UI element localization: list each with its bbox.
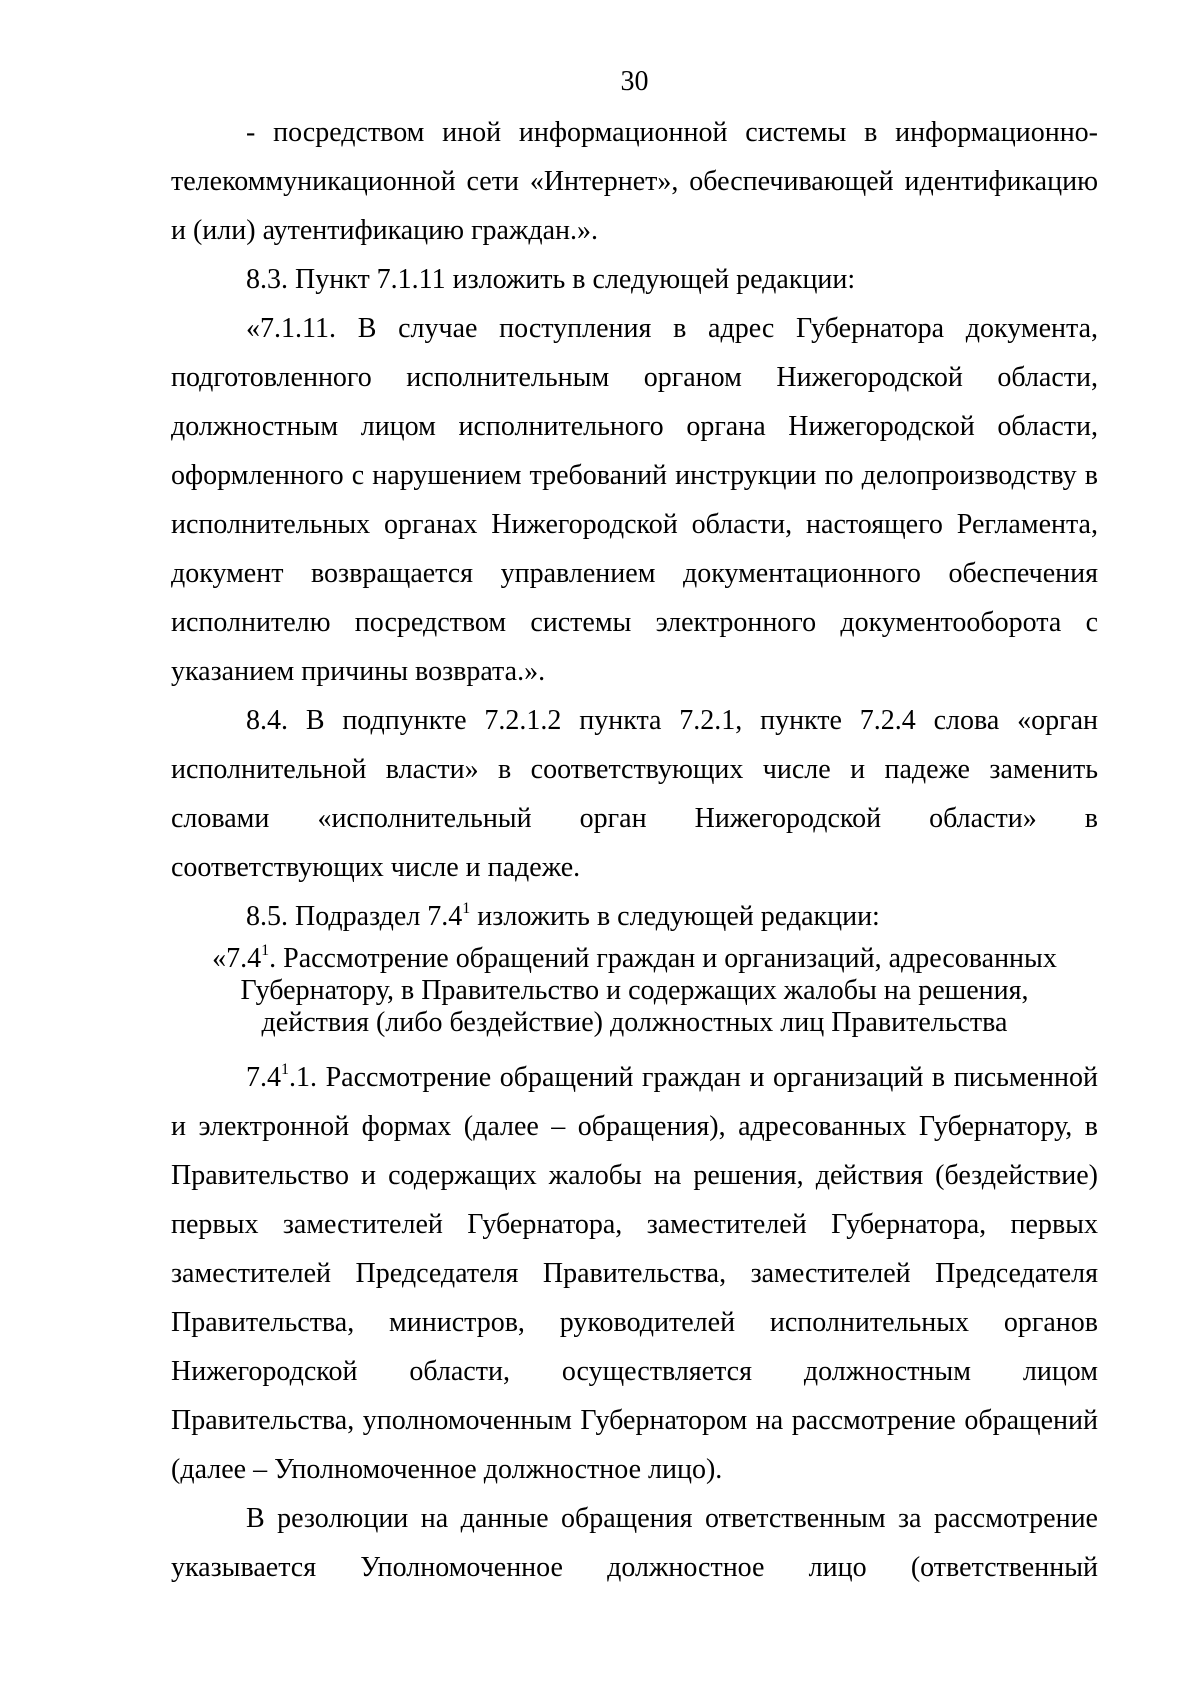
heading-prefix: «7.4 xyxy=(212,943,262,974)
paragraph-8-3: 8.3. Пункт 7.1.11 изложить в следующей редакции: xyxy=(246,264,856,295)
superscript: 1 xyxy=(261,942,270,959)
paragraph-8-5-text: 8.5. Подраздел 7.4 xyxy=(246,901,463,932)
paragraph-8-5-rest: изложить в следующей редакции: xyxy=(470,901,880,932)
heading-line-1 xyxy=(171,943,1098,975)
paragraph-7-4-1-1-text: .1. Рассмотрение обращений граждан и организаций в письменной и электронной формах (далее – обращения), адресованных Губернатору, в Правительство и содержащих жалобы на решения, действия (бездействие) первых заместителей Губернатора, заместителей Губернатора, первых заместителей Председателя Правительства, заместителей Председателя Правительства, министров, руководителей исполнительных органов Нижегородской области, осуществляется должностным лицом Правительства, уполномоченным Губернатором на рассмотрение обращений (далее – Уполномоченное должностное лицо). xyxy=(171,1062,1098,1485)
paragraph-7-4-1-1 xyxy=(171,1053,1098,1494)
heading-line-2: Губернатору, в Правительство и содержащих жалобы на решения, xyxy=(240,975,1029,1006)
paragraph-8-5 xyxy=(171,892,1098,941)
document-page xyxy=(171,0,1098,1697)
clause-number: 7.4 xyxy=(246,1062,281,1093)
paragraph-resolution: В резолюции на данные обращения ответственным за рассмотрение указывается Уполномоченное должностное лицо (ответственный xyxy=(171,1503,1098,1583)
heading-line-3: действия (либо бездействие) должностных лиц Правительства xyxy=(261,1007,1008,1038)
superscript: 1 xyxy=(281,1061,289,1078)
heading-line-1-text: . Рассмотрение обращений граждан и организаций, адресованных xyxy=(269,943,1057,974)
paragraph-7-1-11: «7.1.11. В случае поступления в адрес Губернатора документа, подготовленного исполнительным органом Нижегородской области, должностным лицом исполнительного органа Нижегородской области, оформленного с нарушением требований инструкции по делопроизводству в исполнительных органах Нижегородской области, настоящего Регламента, документ возвращается управлением документационного обеспечения исполнителю посредством системы электронного документооборота с указанием причины возврата.». xyxy=(171,313,1098,687)
document-body xyxy=(171,108,1098,1592)
superscript: 1 xyxy=(462,900,471,917)
paragraph-8-4: 8.4. В подпункте 7.2.1.2 пункта 7.2.1, пункте 7.2.4 слова «орган исполнительной власти» в соответствующих числе и падеже заменить словами «исполнительный орган Нижегородской области» в соответствующих числе и падеже. xyxy=(171,705,1098,883)
paragraph-internet-system: - посредством иной информационной системы в информационно-телекоммуникационной сети «Интернет», обеспечивающей идентификацию и (или) аутентификацию граждан.». xyxy=(171,117,1098,246)
subsection-heading xyxy=(171,943,1098,1039)
page-number: 30 xyxy=(620,66,649,97)
